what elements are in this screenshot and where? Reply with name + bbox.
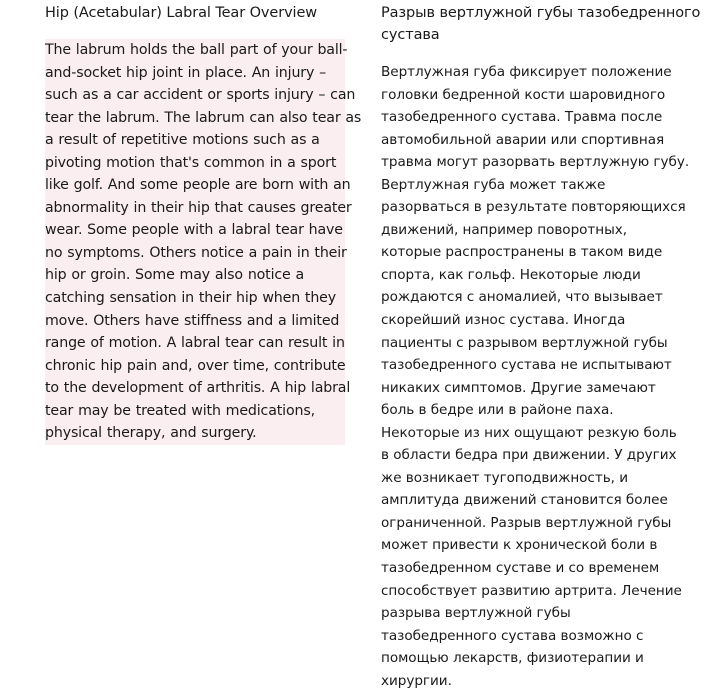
- english-line: pivoting motion that's common in a sport: [45, 154, 337, 171]
- english-line: a result of repetitive motions such as a: [45, 132, 320, 149]
- russian-line: способствует развитию артрита. Лечение: [381, 582, 682, 599]
- english-line: The labrum holds the ball part of your ball-: [45, 42, 348, 58]
- russian-line: разрыва вертлужной губы: [381, 605, 571, 622]
- russian-line: Вертлужная губа может также: [381, 176, 606, 193]
- russian-line: травма могут разорвать вертлужную губу.: [381, 154, 690, 171]
- russian-line: головки бедренной кости шаровидного: [381, 86, 666, 103]
- english-line: move. Others have stiffness and a limited: [45, 312, 340, 329]
- russian-title-line: сустава: [381, 27, 440, 43]
- russian-line: же возникает тугоподвижность, и: [381, 469, 629, 486]
- english-paragraph: [45, 39, 362, 445]
- russian-line: спорта, как гольф. Некоторые люди: [381, 266, 641, 283]
- english-line: hip or groin. Some may also notice a: [45, 267, 305, 284]
- russian-line: которые распространены в таком виде: [381, 244, 663, 261]
- russian-line: помощью лекарств, физиотерапии и: [381, 650, 644, 667]
- russian-line: Некоторые из них ощущают резкую боль: [381, 424, 677, 441]
- russian-paragraph: [381, 61, 690, 692]
- russian-line: Вертлужная губа фиксирует положение: [381, 64, 672, 80]
- russian-line: тазобедренном суставе и со временем: [381, 560, 660, 577]
- english-line: and-socket hip joint in place. An injury –: [45, 64, 327, 81]
- russian-line: движений, например поворотных,: [381, 221, 628, 238]
- russian-line: амплитуда движений становится более: [381, 492, 668, 509]
- russian-line: тазобедренного сустава не испытывают: [381, 357, 672, 374]
- english-line: abnormality in their hip that causes greater: [45, 199, 352, 216]
- russian-line: боль в бедре или в районе паха.: [381, 402, 614, 419]
- russian-line: пациенты с разрывом вертлужной губы: [381, 334, 668, 351]
- russian-line: тазобедренного сустава возможно с: [381, 627, 644, 644]
- russian-line: скорейший износ сустава. Иногда: [381, 312, 626, 329]
- english-line: to the development of arthritis. A hip labral: [45, 380, 351, 397]
- english-line: like golf. And some people are born with an: [45, 177, 351, 194]
- russian-line: в области бедра при движении. У других: [381, 447, 677, 464]
- russian-line: ограниченной. Разрыв вертлужной губы: [381, 514, 672, 531]
- russian-column: [381, 0, 701, 692]
- english-line: catching sensation in their hip when they: [45, 290, 336, 307]
- russian-title-line: Разрыв вертлужной губы тазобедренного: [381, 5, 701, 21]
- russian-line: хирургии.: [381, 672, 452, 689]
- english-line: range of motion. A labral tear can result in: [45, 335, 345, 352]
- english-line: such as a car accident or sports injury – can: [45, 87, 356, 104]
- russian-line: никаких симптомов. Другие замечают: [381, 379, 656, 396]
- russian-line: разорваться в результате повторяющихся: [381, 199, 686, 216]
- english-title: Hip (Acetabular) Labral Tear Overview: [45, 5, 318, 21]
- russian-line: рождаются с аномалией, что вызывает: [381, 289, 663, 306]
- english-line: chronic hip pain and, over time, contribute: [45, 357, 346, 374]
- english-line: physical therapy, and surgery.: [45, 425, 257, 442]
- russian-line: тазобедренного сустава. Травма после: [381, 109, 663, 126]
- english-line: wear. Some people with a labral tear have: [45, 222, 343, 239]
- russian-title: [381, 2, 701, 46]
- english-line: tear the labrum. The labrum can also tear as: [45, 109, 362, 126]
- english-line: tear may be treated with medications,: [45, 402, 315, 419]
- english-line: no symptoms. Others notice a pain in their: [45, 244, 347, 261]
- english-column: [45, 0, 362, 445]
- russian-line: автомобильной аварии или спортивная: [381, 131, 665, 148]
- russian-line: может привести к хронической боли в: [381, 537, 658, 554]
